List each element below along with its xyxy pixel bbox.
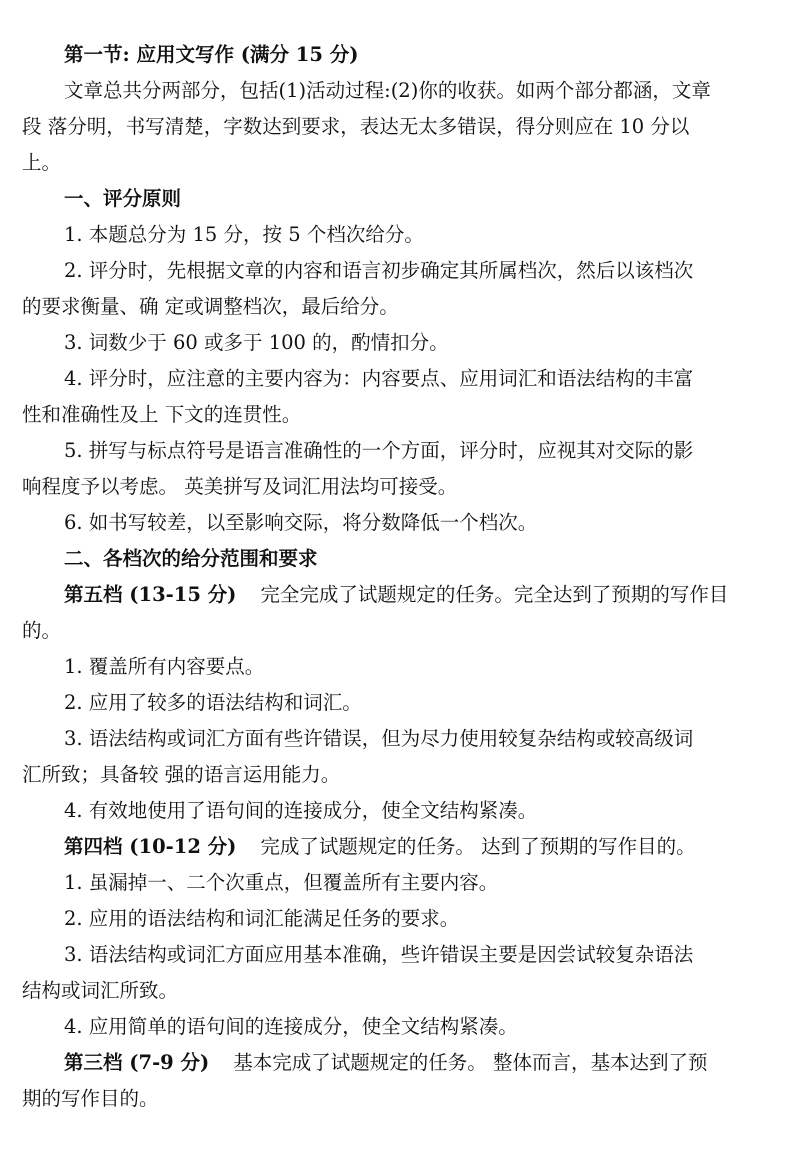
- principle-item: 1. 本题总分为 15 分，按 5 个档次给分。: [64, 223, 424, 246]
- level3-line: [64, 1046, 784, 1080]
- level5-item: 1. 覆盖所有内容要点。: [64, 655, 265, 678]
- intro-line: 段 落分明，书写清楚，字数达到要求，表达无太多错误，得分则应在 10 分以: [22, 115, 690, 138]
- principle-item: 2. 评分时，先根据文章的内容和语言初步确定其所属档次，然后以该档次: [64, 259, 694, 282]
- heading-scoring-principles: 一、评分原则: [64, 187, 182, 210]
- intro-line: 文章总共分两部分，包括(1)活动过程:(2)你的收获。如两个部分都涵，文章: [64, 79, 711, 102]
- level5-item: 3. 语法结构或词汇方面有些许错误，但为尽力使用较复杂结构或较高级词: [64, 727, 694, 750]
- level4-item: 3. 语法结构或词汇方面应用基本准确，些许错误主要是因尝试较复杂语法: [64, 943, 694, 966]
- level4-label: 第四档 (10-12 分): [64, 835, 237, 858]
- level3-label: 第三档 (7-9 分): [64, 1051, 210, 1074]
- heading-score-levels: 二、各档次的给分范围和要求: [64, 547, 318, 570]
- principle-item: 的要求衡量、确 定或调整档次，最后给分。: [22, 295, 399, 318]
- level5-label: 第五档 (13-15 分): [64, 583, 237, 606]
- principle-item: 响程度予以考虑。 英美拼写及词汇用法均可接受。: [22, 475, 458, 498]
- level5-desc: 完全完成了试题规定的任务。完全达到了预期的写作目: [260, 583, 729, 606]
- level5-item: 汇所致；具备较 强的语言运用能力。: [22, 763, 341, 786]
- level4-item: 2. 应用的语法结构和词汇能满足任务的要求。: [64, 907, 460, 930]
- level4-item: 4. 应用简单的语句间的连接成分，使全文结构紧凑。: [64, 1015, 518, 1038]
- section-title: 第一节: 应用文写作 (满分 15 分): [64, 43, 359, 66]
- level3-desc: 基本完成了试题规定的任务。 整体而言，基本达到了预: [233, 1051, 708, 1074]
- level5-desc-cont: 的。: [22, 619, 62, 642]
- level5-item: 4. 有效地使用了语句间的连接成分，使全文结构紧凑。: [64, 799, 538, 822]
- level4-line: [64, 830, 784, 864]
- principle-item: 3. 词数少于 60 或多于 100 的，酌情扣分。: [64, 331, 449, 354]
- intro-line: 上。: [22, 151, 62, 174]
- level4-item: 1. 虽漏掉一、二个次重点，但覆盖所有主要内容。: [64, 871, 499, 894]
- level5-item: 2. 应用了较多的语法结构和词汇。: [64, 691, 362, 714]
- level5-line: [64, 578, 784, 612]
- principle-item: 性和准确性及上 下文的连贯性。: [22, 403, 302, 426]
- principle-item: 4. 评分时，应注意的主要内容为：内容要点、应用词汇和语法结构的丰富: [64, 367, 694, 390]
- level4-desc: 完成了试题规定的任务。 达到了预期的写作目的。: [260, 835, 696, 858]
- principle-item: 5. 拼写与标点符号是语言准确性的一个方面，评分时，应视其对交际的影: [64, 439, 694, 462]
- principle-item: 6. 如书写较差，以至影响交际，将分数降低一个档次。: [64, 511, 538, 534]
- level3-desc-cont: 期的写作目的。: [22, 1087, 159, 1110]
- level4-item: 结构或词汇所致。: [22, 979, 179, 1002]
